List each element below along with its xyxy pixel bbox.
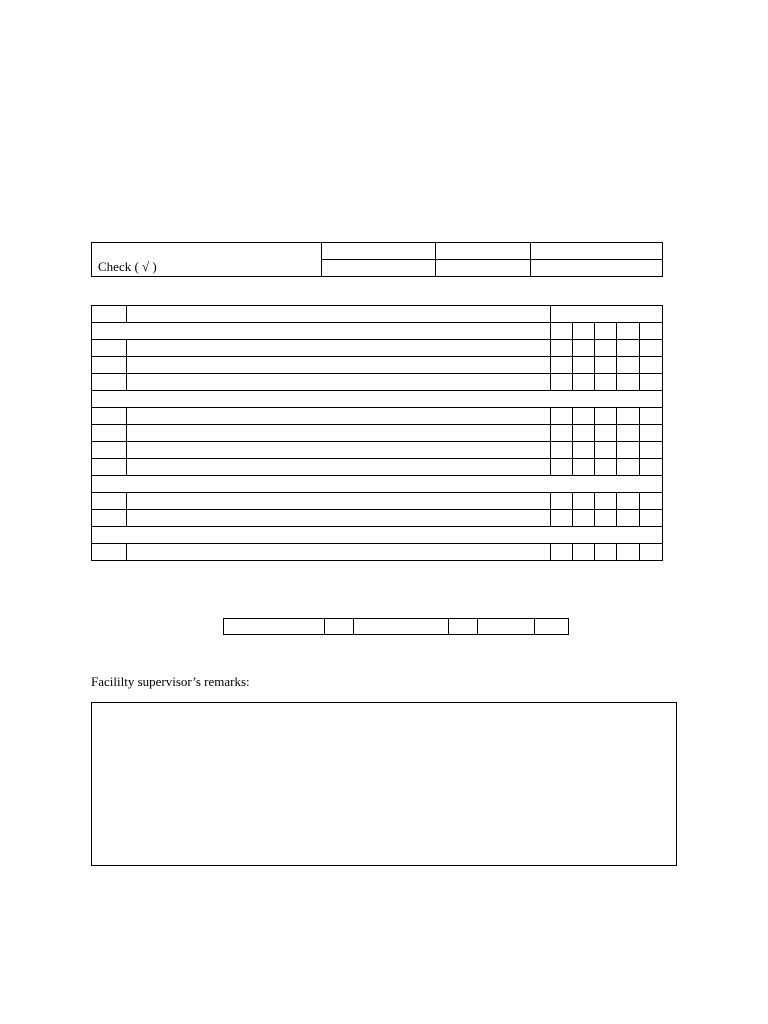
rating-cell[interactable] [640,340,663,357]
rating-cell[interactable] [595,323,617,340]
check-label: Check ( √ ) [92,243,322,277]
table-row [92,357,663,374]
score-row [224,619,569,635]
item-number-cell [92,357,127,374]
item-text-cell [127,340,551,357]
rating-cell[interactable] [640,510,663,527]
table-row [92,408,663,425]
rating-cell[interactable] [551,408,573,425]
rating-cell[interactable] [573,493,595,510]
rating-cell[interactable] [640,544,663,561]
table-row [92,425,663,442]
item-number-cell [92,544,127,561]
rating-cell[interactable] [617,459,640,476]
table-header-row [92,306,663,323]
table-row [92,442,663,459]
score-value-cell[interactable] [325,619,354,635]
item-number-cell [92,408,127,425]
rating-cell[interactable] [595,374,617,391]
rating-cell[interactable] [617,544,640,561]
item-text-cell [127,493,551,510]
rating-cell[interactable] [617,340,640,357]
item-number-cell [92,459,127,476]
rating-cell[interactable] [573,357,595,374]
header-cell [127,306,551,323]
rating-cell[interactable] [640,357,663,374]
item-text-cell [127,425,551,442]
rating-cell[interactable] [595,459,617,476]
rating-cell[interactable] [573,340,595,357]
rating-cell[interactable] [640,408,663,425]
rating-cell[interactable] [595,340,617,357]
score-value-cell[interactable] [535,619,569,635]
rating-cell[interactable] [640,442,663,459]
rating-cell[interactable] [551,357,573,374]
score-label-cell [478,619,535,635]
rating-cell[interactable] [573,374,595,391]
section-row [92,476,663,493]
section-cell [92,527,663,544]
item-text-cell [127,459,551,476]
section-row [92,391,663,408]
check-cell[interactable] [531,260,663,277]
rating-cell[interactable] [617,323,640,340]
rating-cell[interactable] [640,374,663,391]
item-number-cell [92,442,127,459]
rating-cell[interactable] [617,425,640,442]
rating-cell[interactable] [551,374,573,391]
rating-cell[interactable] [551,459,573,476]
rating-cell[interactable] [640,323,663,340]
rating-cell[interactable] [551,544,573,561]
rating-cell[interactable] [551,442,573,459]
rating-cell[interactable] [617,374,640,391]
item-text-cell [127,442,551,459]
item-text-cell [127,374,551,391]
rating-cell[interactable] [640,459,663,476]
rating-cell[interactable] [595,544,617,561]
rating-cell[interactable] [573,459,595,476]
rating-cell[interactable] [595,425,617,442]
item-text-cell [127,544,551,561]
section-row [92,527,663,544]
check-cell[interactable] [436,243,531,260]
check-table [91,242,663,277]
header-cell [92,306,127,323]
score-label-cell [354,619,449,635]
section-row [92,323,663,340]
item-text-cell [127,357,551,374]
rating-cell[interactable] [617,442,640,459]
rating-cell[interactable] [551,425,573,442]
item-number-cell [92,340,127,357]
score-label-cell [224,619,325,635]
table-row [92,510,663,527]
item-number-cell [92,425,127,442]
table-row [92,374,663,391]
rating-cell[interactable] [595,357,617,374]
remarks-label: Facililty supervisor’s remarks: [91,674,250,689]
rating-cell[interactable] [573,544,595,561]
rating-cell[interactable] [595,493,617,510]
item-text-cell [127,408,551,425]
rating-cell[interactable] [551,493,573,510]
rating-cell[interactable] [617,510,640,527]
score-table [223,618,569,635]
item-text-cell [127,510,551,527]
check-cell[interactable] [531,243,663,260]
item-number-cell [92,493,127,510]
rating-cell[interactable] [551,323,573,340]
rating-cell[interactable] [595,442,617,459]
table-row [92,544,663,561]
rating-cell[interactable] [573,425,595,442]
rating-table [91,305,663,561]
rating-cell[interactable] [573,408,595,425]
rating-cell[interactable] [551,340,573,357]
rating-cell[interactable] [617,408,640,425]
check-cell[interactable] [322,243,436,260]
rating-cell[interactable] [640,493,663,510]
item-number-cell [92,374,127,391]
check-cell[interactable] [322,260,436,277]
rating-cell[interactable] [595,408,617,425]
remarks-box[interactable] [91,702,677,866]
table-row [92,459,663,476]
rating-cell[interactable] [595,510,617,527]
rating-cell[interactable] [573,442,595,459]
rating-cell[interactable] [573,323,595,340]
score-value-cell[interactable] [449,619,478,635]
section-cell [92,391,663,408]
header-cell [551,306,663,323]
item-number-cell [92,510,127,527]
rating-cell[interactable] [617,357,640,374]
rating-cell[interactable] [640,425,663,442]
rating-cell[interactable] [573,510,595,527]
table-row [92,340,663,357]
rating-cell[interactable] [617,493,640,510]
section-cell [92,476,663,493]
section-cell [92,323,551,340]
table-row [92,493,663,510]
rating-cell[interactable] [551,510,573,527]
check-cell[interactable] [436,260,531,277]
